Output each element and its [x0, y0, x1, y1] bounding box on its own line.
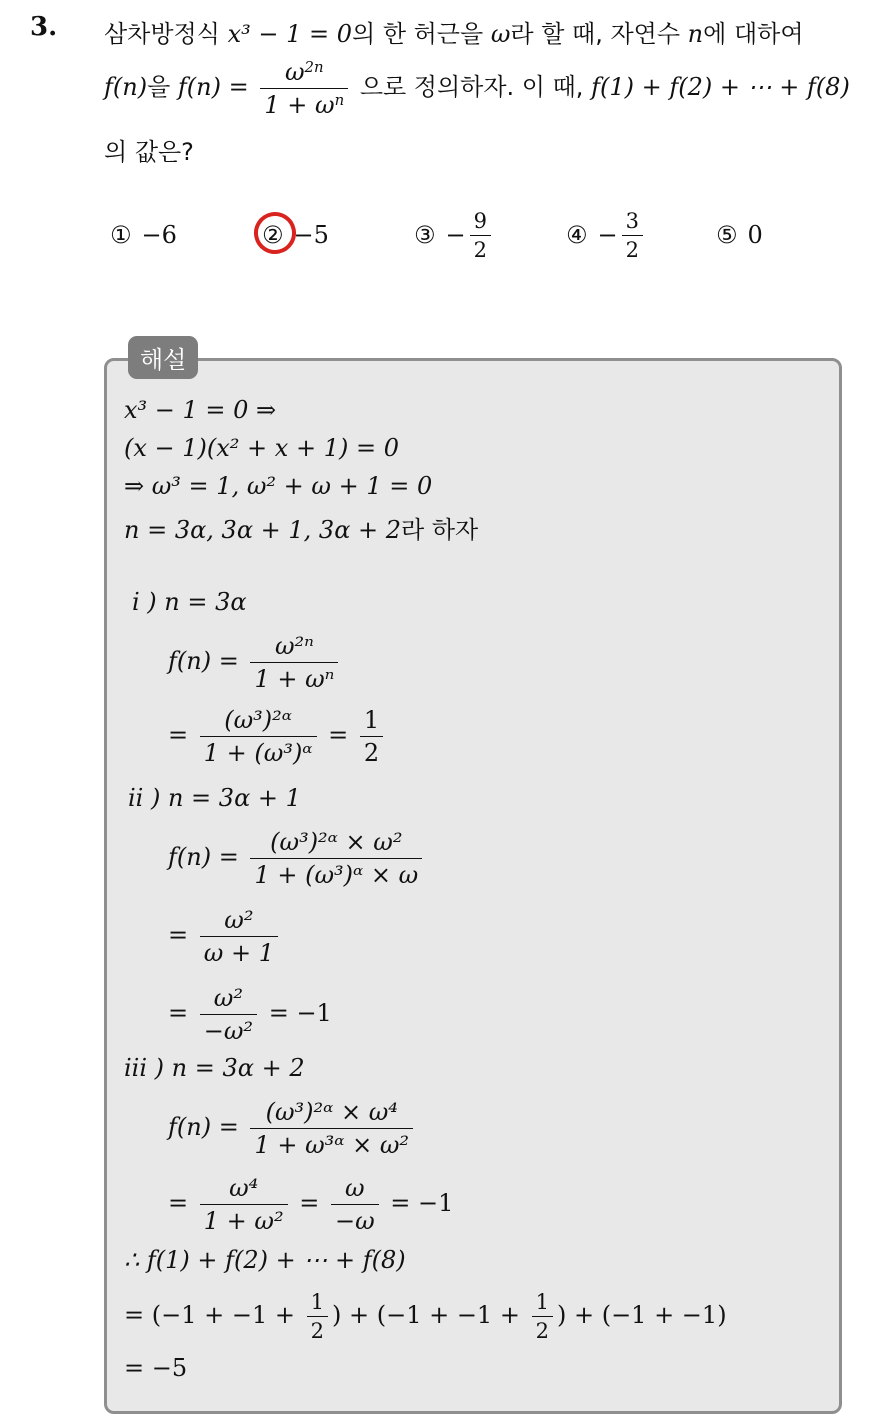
function-definition: f(n) =	[177, 73, 249, 101]
frac-numerator: 1	[535, 1290, 549, 1314]
answer-choices	[104, 200, 824, 270]
frac-numerator: ω	[345, 1174, 365, 1202]
frac-numerator: 3	[625, 208, 639, 233]
omega-symbol: ω	[490, 20, 511, 48]
choice-number: ③	[414, 221, 436, 249]
sum-line	[124, 1290, 727, 1343]
frac-numerator-exp: 2n	[304, 57, 324, 76]
case-split: n = 3α, 3α + 1, 3α + 2	[124, 516, 402, 544]
frac-numerator: ω⁴	[229, 1174, 259, 1202]
question-line-1	[104, 14, 804, 49]
question-text: 을	[147, 73, 171, 101]
choice-5[interactable]	[716, 200, 763, 270]
choice-value: −5	[293, 221, 329, 249]
frac-numerator: ω²	[224, 906, 254, 934]
choice-sign: −	[445, 221, 466, 249]
question-line-2	[104, 58, 850, 119]
frac-numerator: ω²	[213, 984, 243, 1012]
fraction	[331, 1174, 379, 1235]
frac-denominator: 1 + (ω³)ᵅ × ω	[250, 858, 422, 889]
case-2-step-3	[168, 984, 332, 1045]
question-number: 3.	[30, 12, 58, 42]
half-fraction	[532, 1290, 553, 1343]
frac-denominator: 2	[360, 736, 383, 767]
frac-numerator: (ω³)²ᵅ × ω⁴	[265, 1098, 398, 1126]
final-answer: = −5	[124, 1354, 188, 1382]
frac-numerator: (ω³)²ᵅ × ω²	[270, 828, 403, 856]
equals: =	[168, 1189, 189, 1217]
sum-part: ) + (−1 + −1 +	[331, 1301, 520, 1329]
frac-denominator: −ω²	[200, 1014, 257, 1045]
solution-line-3: ⇒ ω³ = 1, ω² + ω + 1 = 0	[124, 472, 433, 500]
equals: =	[168, 999, 189, 1027]
choice-number: ④	[566, 221, 588, 249]
choice-number: ②	[262, 221, 284, 249]
case-2-step-2	[168, 906, 282, 967]
fraction	[250, 828, 422, 889]
choice-number: ①	[110, 221, 132, 249]
question-text: 라 할 때, 자연수	[510, 20, 681, 48]
frac-denominator: 1 + ω³ᵅ × ω²	[250, 1128, 413, 1159]
choice-value: −6	[141, 221, 177, 249]
frac-numerator: (ω³)²ᵅ	[224, 706, 292, 734]
frac-numerator: ω	[284, 58, 305, 86]
fraction	[200, 1174, 288, 1235]
fraction	[200, 984, 257, 1045]
sum-part: ) + (−1 + −1)	[556, 1301, 727, 1329]
frac-denominator: −ω	[331, 1204, 379, 1235]
solution-line-1: x³ − 1 = 0 ⇒	[124, 396, 277, 424]
frac-numerator: ω²ⁿ	[274, 632, 314, 660]
frac-denominator-exp: n	[334, 90, 345, 109]
fn-label: f(n) =	[168, 1113, 239, 1141]
question-line-3: 의 값은?	[104, 138, 194, 166]
case-3-step-1	[168, 1098, 417, 1159]
solution-line-4	[124, 510, 478, 545]
result: = −1	[268, 999, 332, 1027]
question-text: 으로 정의하자. 이 때,	[359, 73, 584, 101]
question-text: 의 한 허근을	[352, 20, 484, 48]
fraction	[250, 1098, 413, 1159]
choice-sign: −	[597, 221, 618, 249]
solution-tag: 해설	[128, 336, 198, 379]
choice-3[interactable]	[414, 200, 495, 270]
fraction	[360, 706, 383, 767]
choice-number: ⑤	[716, 221, 738, 249]
result: = −1	[390, 1189, 454, 1217]
question-text: 에 대하여	[703, 20, 804, 48]
choice-4[interactable]	[566, 200, 647, 270]
frac-denominator: ω + 1	[200, 936, 278, 967]
fraction	[200, 706, 317, 767]
frac-denominator: 1 + (ω³)ᵅ	[200, 736, 317, 767]
choice-fraction	[470, 209, 491, 262]
choice-1[interactable]	[110, 200, 177, 270]
frac-denominator: 2	[532, 1316, 553, 1343]
equals: =	[168, 921, 189, 949]
function-name: f(n)	[104, 73, 148, 101]
fn-label: f(n) =	[168, 647, 239, 675]
frac-denominator: 1 + ωⁿ	[250, 662, 338, 693]
frac-numerator: 1	[310, 1290, 324, 1314]
equals: =	[328, 721, 349, 749]
choice-fraction	[622, 209, 643, 262]
case-2-step-1	[168, 828, 426, 889]
frac-denominator: 2	[307, 1316, 328, 1343]
frac-numerator: 9	[473, 208, 487, 233]
frac-denominator: 2	[622, 235, 643, 262]
question-text: 삼차방정식	[104, 20, 220, 48]
solution-line-2: (x − 1)(x² + x + 1) = 0	[124, 434, 399, 462]
case-1-heading: i ) n = 3α	[132, 588, 247, 616]
frac-denominator: 1 + ω²	[200, 1204, 288, 1235]
cubic-equation: x³ − 1 = 0	[227, 20, 352, 48]
frac-numerator: 1	[363, 706, 380, 734]
definition-fraction	[260, 58, 348, 119]
frac-denominator: 2	[470, 235, 491, 262]
fn-label: f(n) =	[168, 843, 239, 871]
half-fraction	[307, 1290, 328, 1343]
solution-text: 라 하자	[401, 516, 479, 544]
case-3-heading: iii ) n = 3α + 2	[124, 1054, 305, 1082]
sum-part: = (−1 + −1 +	[124, 1301, 295, 1329]
therefore-line: ∴ f(1) + f(2) + ⋯ + f(8)	[124, 1246, 406, 1274]
equals: =	[168, 721, 189, 749]
case-2-heading: ii ) n = 3α + 1	[128, 784, 301, 812]
fraction	[200, 906, 278, 967]
fraction	[250, 632, 338, 693]
sum-expression: f(1) + f(2) + ⋯ + f(8)	[591, 73, 850, 101]
case-1-step-1	[168, 632, 342, 693]
choice-value: 0	[747, 221, 763, 249]
case-1-step-2	[168, 706, 387, 767]
case-3-step-2	[168, 1174, 453, 1235]
frac-denominator: 1 + ω	[264, 91, 335, 119]
n-symbol: n	[687, 20, 704, 48]
equals: =	[299, 1189, 320, 1217]
